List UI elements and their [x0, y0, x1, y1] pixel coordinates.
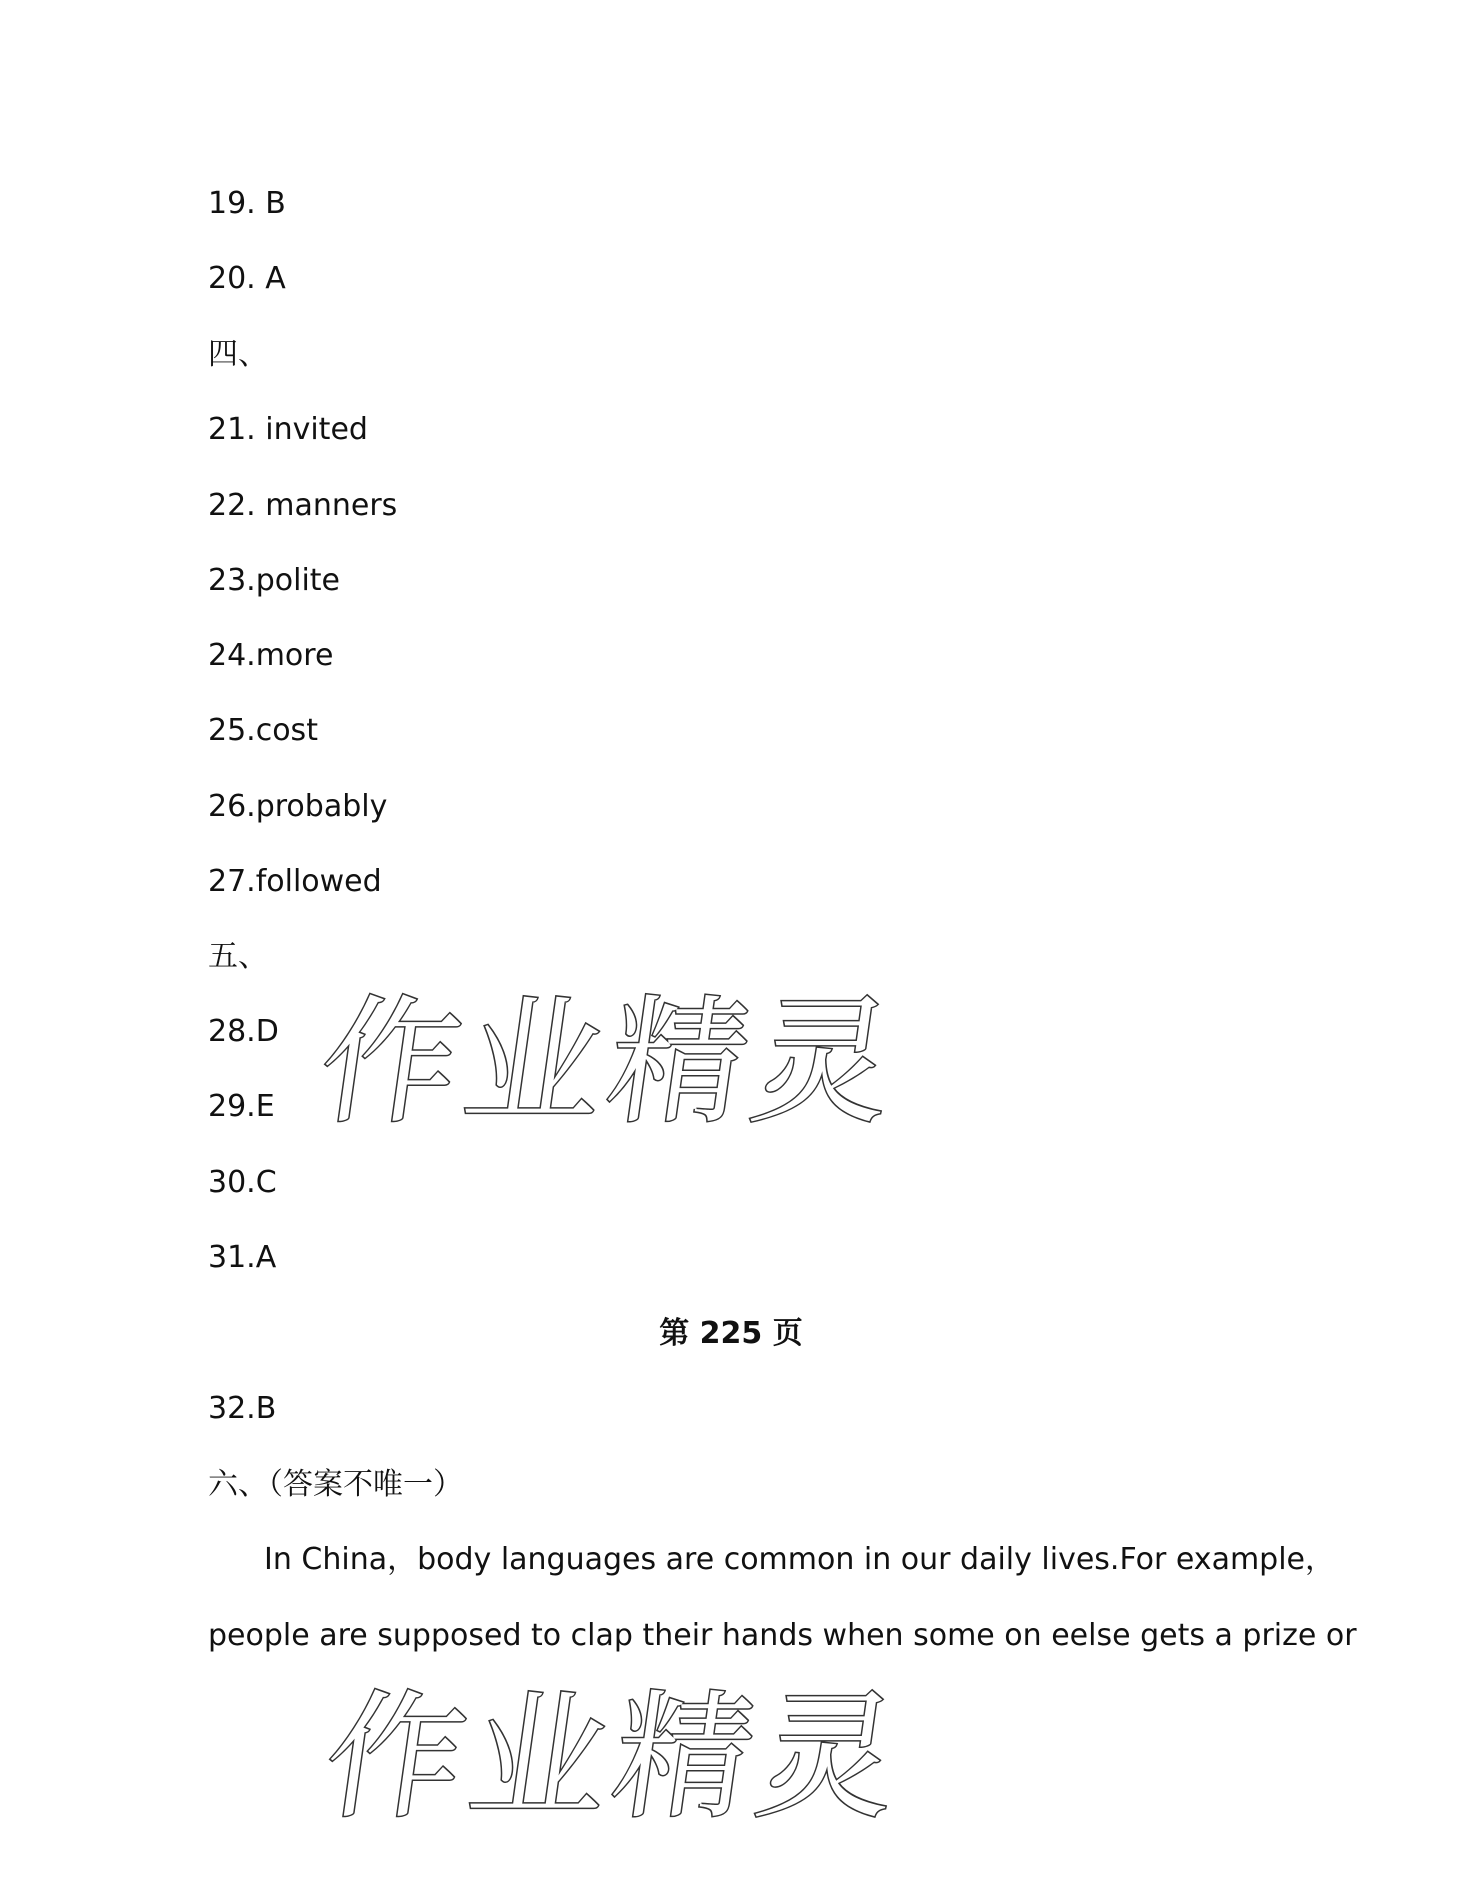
watermark-text-upper: 作业精灵 — [310, 981, 909, 1143]
answer-19: 19. B — [208, 186, 286, 221]
answer-23: 23.polite — [208, 563, 340, 598]
section-heading-six: 六、（答案不唯一） — [208, 1467, 463, 1502]
watermark-logo-upper — [310, 960, 909, 1150]
answer-20: 20. A — [208, 261, 286, 296]
answer-24: 24.more — [208, 638, 334, 673]
section-heading-four: 四、 — [208, 337, 268, 372]
essay-line-2: people are supposed to clap their hands when some on eelse gets a prize or — [208, 1618, 1357, 1653]
answer-29: 29.E — [208, 1089, 275, 1124]
answer-30: 30.C — [208, 1165, 277, 1200]
answer-28: 28.D — [208, 1014, 279, 1049]
watermark-text-lower: 作业精灵 — [315, 1676, 914, 1838]
answer-22: 22. manners — [208, 488, 398, 523]
page-number-label: 第 225 页 — [659, 1316, 803, 1351]
section-heading-five: 五、 — [208, 939, 268, 974]
watermark-logo-lower — [315, 1655, 914, 1845]
essay-line-1: In China，body languages are common in our daily lives.For example， — [264, 1542, 1336, 1577]
answer-27: 27.followed — [208, 864, 382, 899]
answer-26: 26.probably — [208, 789, 388, 824]
answer-25: 25.cost — [208, 713, 318, 748]
answer-31: 31.A — [208, 1240, 277, 1275]
answer-21: 21. invited — [208, 412, 368, 447]
answer-32: 32.B — [208, 1391, 277, 1426]
